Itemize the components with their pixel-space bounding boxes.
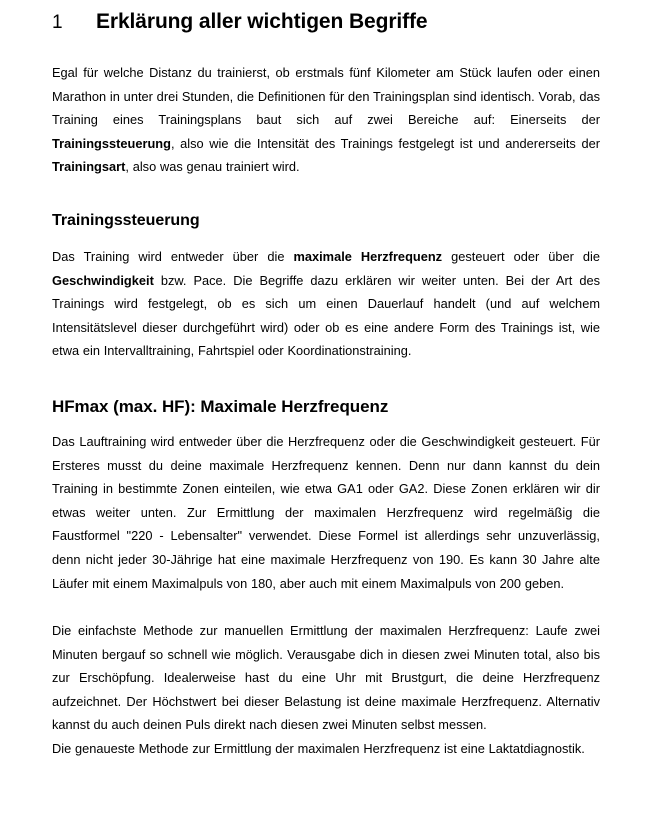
spacer <box>52 363 600 397</box>
chapter-title: Erklärung aller wichtigen Begriffe <box>96 10 428 33</box>
section-heading-hfmax: HFmax (max. HF): Maximale Herzfrequenz <box>52 396 389 416</box>
intro-text-part-1: Egal für welche Distanz du trainierst, ob erstmals fünf Kilometer am Stück laufen oder einen Marathon in unter drei Stunden, die Definitionen für den Trainingsplan sind identisch. Vorab, das Training eines Trainingsplans baut sich auf zwei Bereiche auf: Einerseits der <box>52 65 600 128</box>
hfmax-paragraph-2: Die einfachste Methode zur manuellen Ermittlung der maximalen Herzfrequenz: Laufe zwei Minuten bergauf so schnell wie möglich. Verausgabe dich in diesen zwei Minuten total, also bis zur Erschöpfung. Idealerweise hast du eine Uhr mit Brustgurt, die deine Herzfrequenz aufzeichnet. Der Höchstwert bei dieser Belastung ist deine maximale Herzfrequenz. Alternativ kannst du auch deinen Puls direkt nach diesen zwei Minuten selbst messen. <box>52 623 600 733</box>
bold-geschwindigkeit: Geschwindigkeit <box>52 272 154 288</box>
section-paragraph-trainingssteuerung <box>52 245 600 363</box>
intro-text-part-2: , also wie die Intensität des Trainings festgelegt ist und andererseits der <box>170 135 600 151</box>
intro-bold-trainingsart: Trainingsart <box>52 159 126 175</box>
intro-paragraph <box>52 61 600 179</box>
spacer <box>52 231 600 245</box>
chapter-heading <box>52 0 600 36</box>
spacer <box>52 417 600 430</box>
section-heading-trainingssteuerung: Trainingssteuerung <box>52 211 200 229</box>
intro-text-part-3: , also was genau trainiert wird. <box>125 159 300 175</box>
bold-maximale-herzfrequenz: maximale Herzfrequenz <box>293 248 443 264</box>
spacer <box>52 595 600 619</box>
trainingssteuerung-text-part-2: gesteuert oder über die <box>442 248 601 264</box>
hfmax-paragraph-3: Die genaueste Methode zur Ermittlung der maximalen Herzfrequenz ist eine Laktatdiagnostik. <box>52 741 585 757</box>
trainingssteuerung-text-part-1: Das Training wird entweder über die <box>52 248 294 264</box>
spacer <box>52 179 600 211</box>
chapter-number: 1 <box>52 12 63 33</box>
intro-bold-trainingssteuerung: Trainingssteuerung <box>52 135 171 151</box>
hfmax-paragraph-1: Das Lauftraining wird entweder über die Herzfrequenz oder die Geschwindigkeit gesteuert. Für Ersteres musst du deine maximale Herzfrequenz kennen. Denn nur dann kannst du dein Training in bestimmte Zonen einteilen, wie etwa GA1 oder GA2. Diese Zonen erklären wir dir etwas weiter unten. Zur Ermittlung der maximalen Herzfrequenz wird regelmäßig die Faustformel "220 - Lebensalter" verwendet. Diese Formel ist allerdings sehr unzuverlässig, denn nicht jeder 30-Jährige hat eine maximale Herzfrequenz von 190. Es kann 30 Jahre alte Läufer mit einem Maximalpuls von 180, aber auch mit einem Maximalpuls von 200 geben. <box>52 433 600 591</box>
spacer <box>52 36 600 61</box>
document-content-column <box>52 0 600 761</box>
trainingssteuerung-text-part-3: bzw. Pace. Die Begriffe dazu erklären wir weiter unten. Bei der Art des Trainings wird festgelegt, ob es sich um einen Dauerlauf handelt (und auf welchem Intensitätslevel dieser durchgeführt wird) oder ob es eine andere Form des Trainings ist, wie etwa ein Intervalltraining, Fahrtspiel oder Koordinationstraining. <box>52 272 600 359</box>
